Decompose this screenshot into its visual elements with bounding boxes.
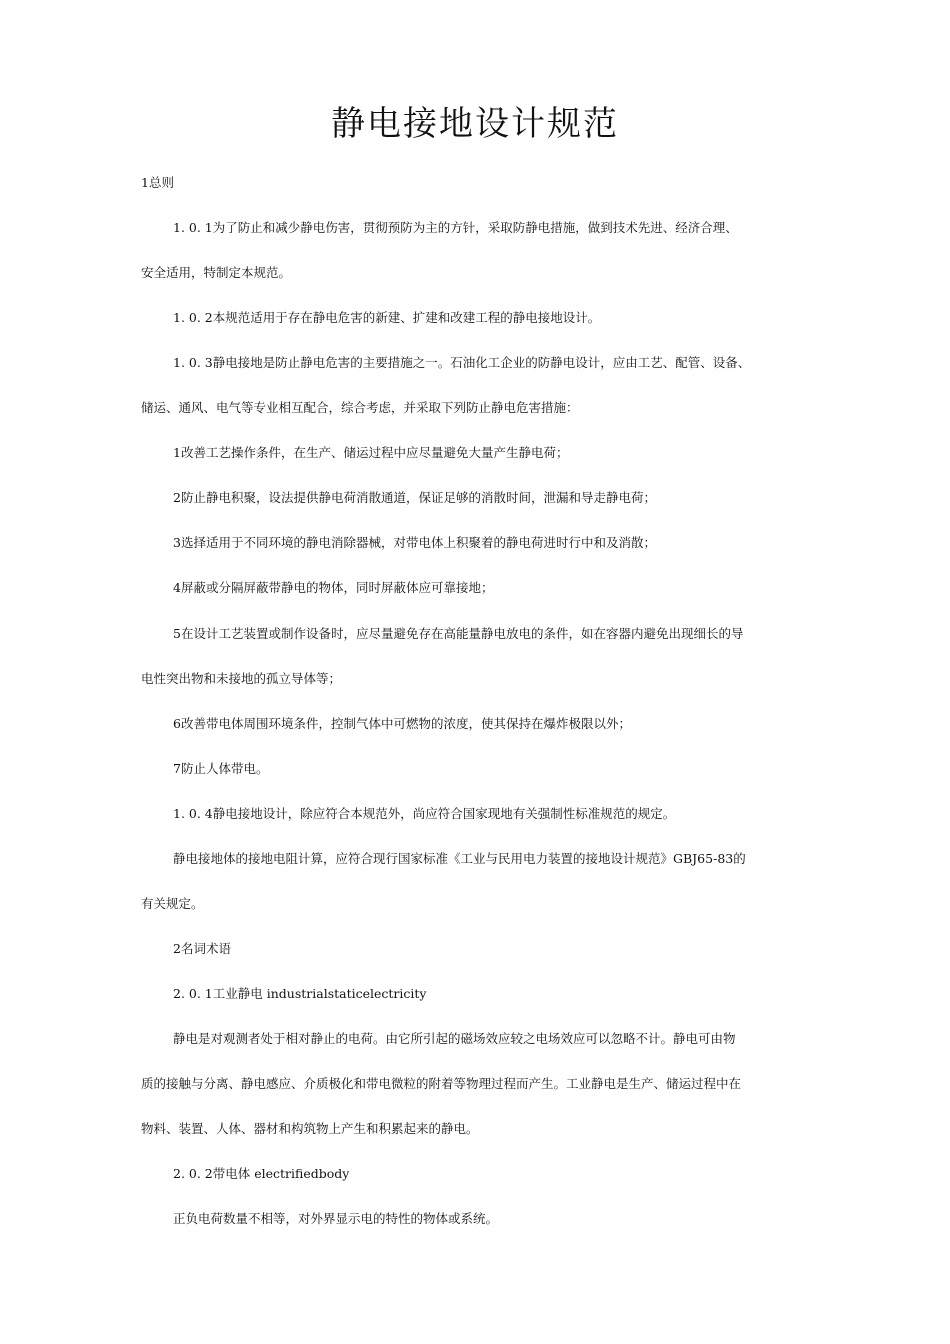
term-2-0-2-definition: 正负电荷数量不相等，对外界显示电的特性的物体或系统。	[173, 1211, 499, 1226]
grounding-resistance-line-1: 静电接地体的接地电阻计算，应符合现行国家标准《工业与民用电力装置的接地设计规范》GBJ65-83的	[173, 851, 746, 866]
term-2-0-2-heading: 2. 0. 2带电体 electrifiedbody	[173, 1166, 350, 1181]
section-heading-general: 1总则	[141, 175, 174, 190]
measure-item-5-line-2: 电性突出物和未接地的孤立导体等；	[141, 671, 342, 686]
section-heading-terms: 2名词术语	[173, 941, 231, 956]
term-2-0-1-definition-line-2: 质的接触与分离、静电感应、介质极化和带电微粒的附着等物理过程而产生。工业静电是生产、储运过程中在	[141, 1076, 742, 1091]
clause-1-0-1-line-1: 1. 0. 1为了防止和减少静电伤害，贯彻预防为主的方针，采取防静电措施，做到技术先进、经济合理、	[173, 220, 738, 235]
measure-item-4: 4屏蔽或分隔屏蔽带静电的物体，同时屏蔽体应可靠接地；	[173, 580, 494, 595]
measure-item-2: 2防止静电积聚，设法提供静电荷消散通道，保证足够的消散时间，泄漏和导走静电荷；	[173, 490, 656, 505]
measure-item-3: 3选择适用于不同环境的静电消除器械，对带电体上积聚着的静电荷进时行中和及消散；	[173, 535, 656, 550]
term-2-0-1-definition-line-1: 静电是对观测者处于相对静止的电荷。由它所引起的磁场效应较之电场效应可以忽略不计。静电可由物	[173, 1031, 736, 1046]
term-2-0-1-definition-line-3: 物料、装置、人体、器材和构筑物上产生和积累起来的静电。	[141, 1121, 479, 1136]
clause-1-0-3-line-2: 储运、通风、电气等专业相互配合，综合考虑，并采取下列防止静电危害措施：	[141, 400, 579, 415]
clause-1-0-4: 1. 0. 4静电接地设计，除应符合本规范外，尚应符合国家现地有关强制性标准规范的规定。	[173, 806, 676, 821]
clause-1-0-3-line-1: 1. 0. 3静电接地是防止静电危害的主要措施之一。石油化工企业的防静电设计，应由工艺、配管、设备、	[173, 355, 751, 370]
term-2-0-1-heading: 2. 0. 1工业静电 industrialstaticelectricity	[173, 986, 427, 1001]
clause-1-0-2: 1. 0. 2本规范适用于存在静电危害的新建、扩建和改建工程的静电接地设计。	[173, 310, 601, 325]
measure-item-1: 1改善工艺操作条件，在生产、储运过程中应尽量避免大量产生静电荷；	[173, 445, 569, 460]
document-title: 静电接地设计规范	[331, 104, 619, 144]
measure-item-6: 6改善带电体周围环境条件，控制气体中可燃物的浓度，使其保持在爆炸极限以外；	[173, 716, 631, 731]
clause-1-0-1-line-2: 安全适用，特制定本规范。	[141, 265, 292, 280]
measure-item-7: 7防止人体带电。	[173, 761, 269, 776]
measure-item-5-line-1: 5在设计工艺装置或制作设备时，应尽量避免存在高能量静电放电的条件，如在容器内避免出现细长的导	[173, 626, 744, 641]
grounding-resistance-line-2: 有关规定。	[141, 896, 204, 911]
